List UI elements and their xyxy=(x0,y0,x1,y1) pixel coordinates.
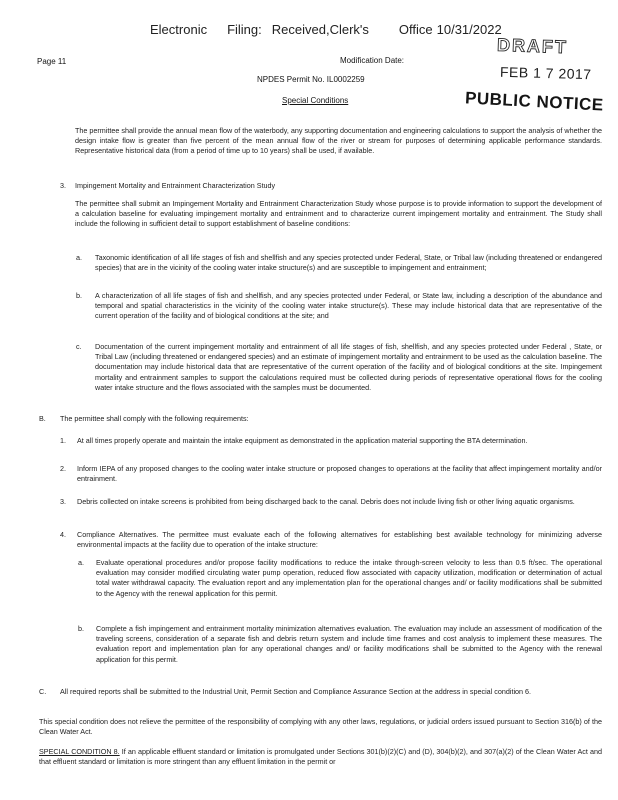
item-3-marker: 3. xyxy=(60,181,66,190)
special-condition-8-text: If an applicable effluent standard or limitation is promulgated under Sections 301(b)(2)(C) and (D), 304(b)(2), and 307(a)(2) of the Clean Water Act and that effluent standard or limitation is more stringent than any effluent limitation in the permit or xyxy=(39,747,602,767)
item-3b-marker: b. xyxy=(76,291,82,300)
date-stamp: FEB 1 7 2017 xyxy=(499,63,592,83)
efiling-word-3: Received,Clerk's xyxy=(271,22,369,37)
item-3a-marker: a. xyxy=(76,253,82,262)
draft-stamp: DRAFT xyxy=(496,34,569,58)
item-3-title: Impingement Mortality and Entrainment Characterization Study xyxy=(75,181,276,190)
section-c-text: All required reports shall be submitted to the Industrial Unit, Permit Section and Compliance Assurance Section at the address in special condition 6. xyxy=(60,687,532,696)
b-item-4b-text: Complete a fish impingement and entrainment mortality minimization alternatives evaluation. The evaluation may include an assessment of modification of the traveling screens, consideration of a separate fish and debris return system and include time frames and cost analysis to implement these measures. The evaluation report and implementation plan for any operational changes and/ or facility modifications shall be submitted to the Agency with the renewal application for this permit. xyxy=(96,624,602,664)
b-item-4a-text: Evaluate operational procedures and/or propose facility modifications to reduce the intake through-screen velocity to less than 0.5 ft/sec. The operational evaluation may consider modified circulating water pump operation, reduced flow associated with capacity utilization, modification or determination of actual total water withdrawal capacity. The evaluation report and any implementation plan for the operational changes and/ or facility modifications shall be submitted to the Agency with the renewal application for this permit. xyxy=(96,558,602,598)
intro-paragraph: The permittee shall provide the annual mean flow of the waterbody, any supporting documentation and engineering calculations to support the analysis of whether the design intake flow is greater than five percent of the mean annual flow of the river or stream for purposes of determining applicable performance standards. Representative historical data (from a period of time up to 10 years) shall be used, if available. xyxy=(75,126,602,156)
item-3a-text: Taxonomic identification of all life stages of fish and shellfish and any species protected under Federal, State, or Tribal law (including threatened or endangered species) that are in the vicinity of the cooling water intake structure(s) and are susceptible to impingement and entrainment; xyxy=(95,253,602,273)
b-item-3-text: Debris collected on intake screens is prohibited from being discharged back to the canal. Debris does not include living fish or other living aquatic organisms. xyxy=(77,497,575,506)
public-notice-stamp: PUBLIC NOTICE xyxy=(464,88,605,115)
efiling-banner xyxy=(150,22,502,37)
section-b-intro: The permittee shall comply with the following requirements: xyxy=(60,414,249,423)
section-title: Special Conditions xyxy=(282,96,349,105)
special-condition-8 xyxy=(39,747,602,767)
special-condition-8-title: SPECIAL CONDITION 8. xyxy=(39,747,120,756)
b-item-2-marker: 2. xyxy=(60,464,66,473)
b-item-2-text: Inform IEPA of any proposed changes to the cooling water intake structure or proposed changes to operations at the facility that affect impingement mortality and/or entrainment. xyxy=(77,464,602,484)
page-number: Page 11 xyxy=(37,57,67,66)
item-3-paragraph: The permittee shall submit an Impingement Mortality and Entrainment Characterization Study whose purpose is to provide information to support the development of a calculation baseline for evaluating impingement mortality and entrainment and to characterize current impingement mortality and entrainment. The Study shall include the following in sufficient detail to support establishment of baseline conditions: xyxy=(75,199,602,229)
item-3b-text: A characterization of all life stages of fish and shellfish, and any species protected under Federal, or State law, including a description of the abundance and temporal and spatial characteristics in the vicinity of the cooling water intake structure(s). These may include historical data that are representative of the current operation of the facility and of biological conditions at the site; and xyxy=(95,291,602,321)
b-item-4-text: Compliance Alternatives. The permittee must evaluate each of the following alternatives for establishing best available technology for minimizing adverse environmental impacts at the facility due to operation of the intake structure: xyxy=(77,530,602,550)
efiling-date: 10/31/2022 xyxy=(436,22,502,37)
efiling-word-2: Filing: xyxy=(227,22,262,37)
section-c-marker: C. xyxy=(39,687,47,696)
item-3c-marker: c. xyxy=(76,342,82,351)
b-item-4b-marker: b. xyxy=(78,624,84,633)
item-3c-text: Documentation of the current impingement mortality and entrainment of all life stages of fish, shellfish, and any species protected under Federal , State, or Tribal Law (including threatened or endangered species) and an estimate of impingement mortality and entrainment to be used as the calculation baseline. The documentation may include historical data that are representative of the current operation of the facility and of biological conditions at the site. Impingement mortality and entrainment samples to support the calculations required must be collected during periods of representative operational flows for the cooling water intake structure and the flows associated with the samples must be documented. xyxy=(95,342,602,392)
b-item-4-marker: 4. xyxy=(60,530,66,539)
b-item-1-text: At all times properly operate and maintain the intake equipment as demonstrated in the application material supporting the BTA determination. xyxy=(77,436,528,445)
closing-paragraph: This special condition does not relieve the permittee of the responsibility of complying with any other laws, regulations, or judicial orders issued pursuant to Section 316(b) of the Clean Water Act. xyxy=(39,717,602,737)
b-item-3-marker: 3. xyxy=(60,497,66,506)
b-item-1-marker: 1. xyxy=(60,436,66,445)
efiling-word-4: Office xyxy=(398,22,433,37)
section-b-marker: B. xyxy=(39,414,46,423)
modification-date: Modification Date: xyxy=(340,56,405,65)
permit-number: NPDES Permit No. IL0002259 xyxy=(257,75,365,84)
efiling-word-1: Electronic xyxy=(150,22,208,37)
b-item-4a-marker: a. xyxy=(78,558,84,567)
